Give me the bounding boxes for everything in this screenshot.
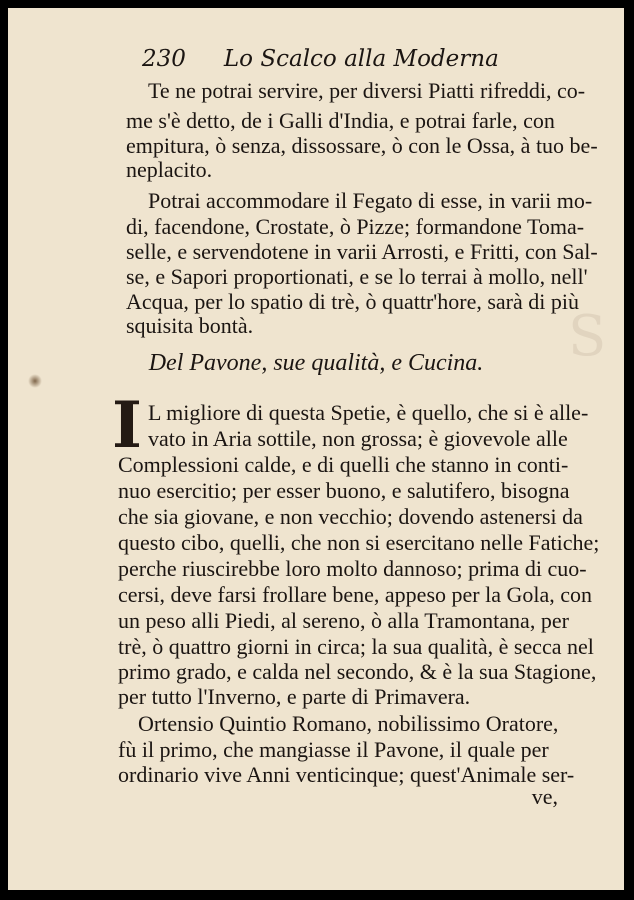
- text-line: neplacito.: [126, 157, 213, 182]
- text-line: un peso alli Piedi, al sereno, ò alla Tramontana, per: [118, 608, 569, 633]
- text-line: me s'è detto, de i Galli d'India, e potrai farle, con: [126, 108, 555, 133]
- text-line: Potrai accommodare il Fegato di esse, in varii mo-: [148, 188, 593, 213]
- text-line: nuo esercitio; per esser buono, e salutifero, bisogna: [118, 478, 570, 503]
- text-line: per tutto l'Inverno, e parte di Primavera.: [118, 684, 471, 709]
- text-line: selle, e servendotene in varii Arrosti, e Fritti, con Sal-: [126, 239, 598, 264]
- text-line: Acqua, per lo spatio di trè, ò quattr'hore, sarà di più: [126, 289, 579, 314]
- text-line: di, facendone, Crostate, ò Pizze; formandone Toma-: [126, 214, 585, 239]
- text-line: che sia giovane, e non vecchio; dovendo astenersi da: [118, 504, 583, 529]
- text-line: empitura, ò senza, dissossare, ò con le Ossa, à tuo be-: [126, 133, 598, 158]
- text-line: Te ne potrai servire, per diversi Piatti rifreddi, co-: [148, 78, 586, 103]
- running-header: [142, 46, 584, 72]
- show-through-ghost-text: S: [568, 304, 607, 369]
- text-line: L migliore di questa Spetie, è quello, che si è alle-: [148, 400, 589, 425]
- text-line: questo cibo, quelli, che non si esercitano nelle Fatiche;: [118, 530, 600, 555]
- page-number: 230: [142, 46, 186, 72]
- text-line: primo grado, e calda nel secondo, & è la sua Stagione,: [118, 659, 597, 684]
- text-line: squisita bontà.: [126, 313, 254, 338]
- text-line: perche riuscirebbe loro molto dannoso; prima di cuo-: [118, 556, 587, 581]
- catchword: ve,: [531, 784, 558, 809]
- text-line: se, e Sapori proportionati, e se lo terrai à mollo, nell': [126, 264, 588, 289]
- section-title: Del Pavone, sue qualità, e Cucina.: [148, 350, 484, 376]
- text-line: cersi, deve farsi frollare bene, appeso per la Gola, con: [118, 582, 592, 607]
- book-page: [8, 8, 624, 890]
- text-line: Complessioni calde, e di quelli che stanno in conti-: [118, 452, 569, 477]
- text-line: trè, ò quattro giorni in circa; la sua qualità, è secca nel: [118, 634, 594, 659]
- text-line: vato in Aria sottile, non grossa; è giovevole alle: [148, 426, 568, 451]
- running-title: Lo Scalco alla Moderna: [223, 46, 499, 72]
- text-line: Ortensio Quintio Romano, nobilissimo Oratore,: [138, 711, 559, 736]
- text-line: fù il primo, che mangiasse il Pavone, il quale per: [118, 737, 549, 762]
- drop-cap: I: [112, 388, 142, 463]
- text-line: ordinario vive Anni venticinque; quest'Animale ser-: [118, 762, 575, 787]
